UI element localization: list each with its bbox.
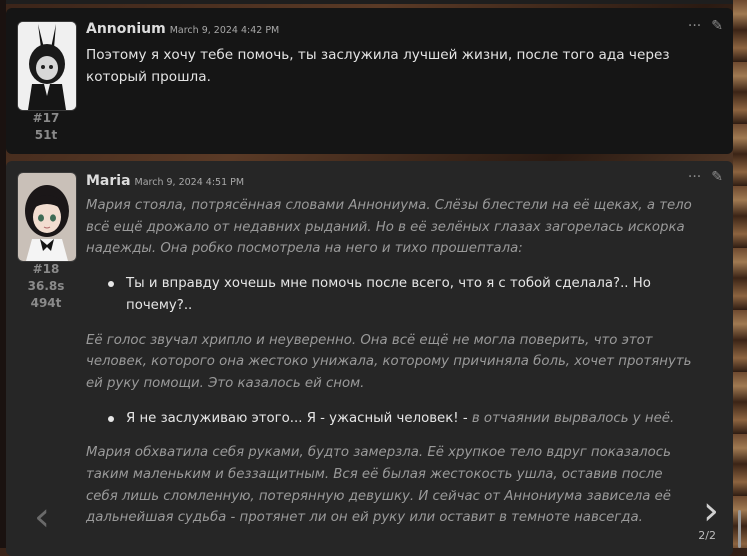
message-stats xyxy=(14,110,78,144)
chat-message-18 xyxy=(6,161,733,556)
author-name[interactable]: Maria xyxy=(86,173,131,189)
more-options-icon[interactable]: ··· xyxy=(687,18,702,34)
more-options-icon[interactable]: ··· xyxy=(687,169,702,185)
avatar-maria[interactable] xyxy=(17,172,77,262)
dialogue-bullet xyxy=(86,273,692,316)
message-date: March 9, 2024 4:51 PM xyxy=(134,177,245,188)
edit-icon[interactable]: ✎ xyxy=(711,169,723,185)
narration-paragraph: Её голос звучал хрипло и неуверенно. Она всё ещё не могла поверить, что этот человек, которого она жестоко унижала, которому причиняла боль, хочет протянуть ей руку помощи. Это казалось ей сном. xyxy=(86,332,692,391)
token-count: 51t xyxy=(34,128,58,142)
message-number: #18 xyxy=(32,262,60,276)
dialogue-text: Я не заслуживаю этого... Я - ужасный человек! - xyxy=(126,410,468,426)
message-toolbar xyxy=(678,18,723,34)
message-text xyxy=(86,195,692,542)
dialogue-text: Ты и вправду хочешь мне помочь после всего, что я с тобой сделала?.. Но почему?.. xyxy=(126,276,651,313)
message-stats xyxy=(14,261,78,312)
narration-paragraph: Мария обхватила себя руками, будто замерзла. Её хрупкое тело вдруг показалось таким маленьким и беззащитным. Вся её былая жестокость ушла, оставив после себя лишь сломленную, потерянную девушку. И сейчас от Аннониума зависела её дальнейшая судьба - протянет ли он ей руку или оставит в темноте навсегда. xyxy=(86,445,671,526)
previous-message-edge xyxy=(6,0,733,4)
message-text: Поэтому я хочу тебе помочь, ты заслужила лучшей жизни, после того ада через который прошла. xyxy=(86,47,670,85)
author-line xyxy=(86,173,244,189)
message-date: March 9, 2024 4:42 PM xyxy=(169,25,280,36)
next-swipe-icon[interactable]: › xyxy=(703,488,719,534)
swipe-counter: 2/2 xyxy=(698,529,716,542)
message-number: #17 xyxy=(32,111,60,125)
dialogue-narration: в отчаянии вырвалось у неё. xyxy=(467,410,675,426)
scrollbar-thumb[interactable] xyxy=(738,510,741,548)
message-toolbar xyxy=(678,169,723,185)
edit-icon[interactable]: ✎ xyxy=(711,18,723,34)
generation-time: 36.8s xyxy=(27,279,65,293)
author-line xyxy=(86,21,279,37)
avatar-annonium[interactable] xyxy=(17,21,77,111)
previous-swipe-icon[interactable]: ‹ xyxy=(34,494,50,540)
background-image-strip xyxy=(733,0,747,548)
narration-paragraph: Мария стояла, потрясённая словами Аннониума. Слёзы блестели на её щеках, а тело всё ещё дрожало от недавних рыданий. Но в её зелёных глазах загорелась искорка надежды. Она робко посмотрела на него и тихо прошептала: xyxy=(86,198,692,257)
token-count: 494t xyxy=(30,296,62,310)
dialogue-bullet xyxy=(86,408,692,430)
author-name[interactable]: Annonium xyxy=(86,21,166,37)
chat-message-17 xyxy=(6,8,733,154)
